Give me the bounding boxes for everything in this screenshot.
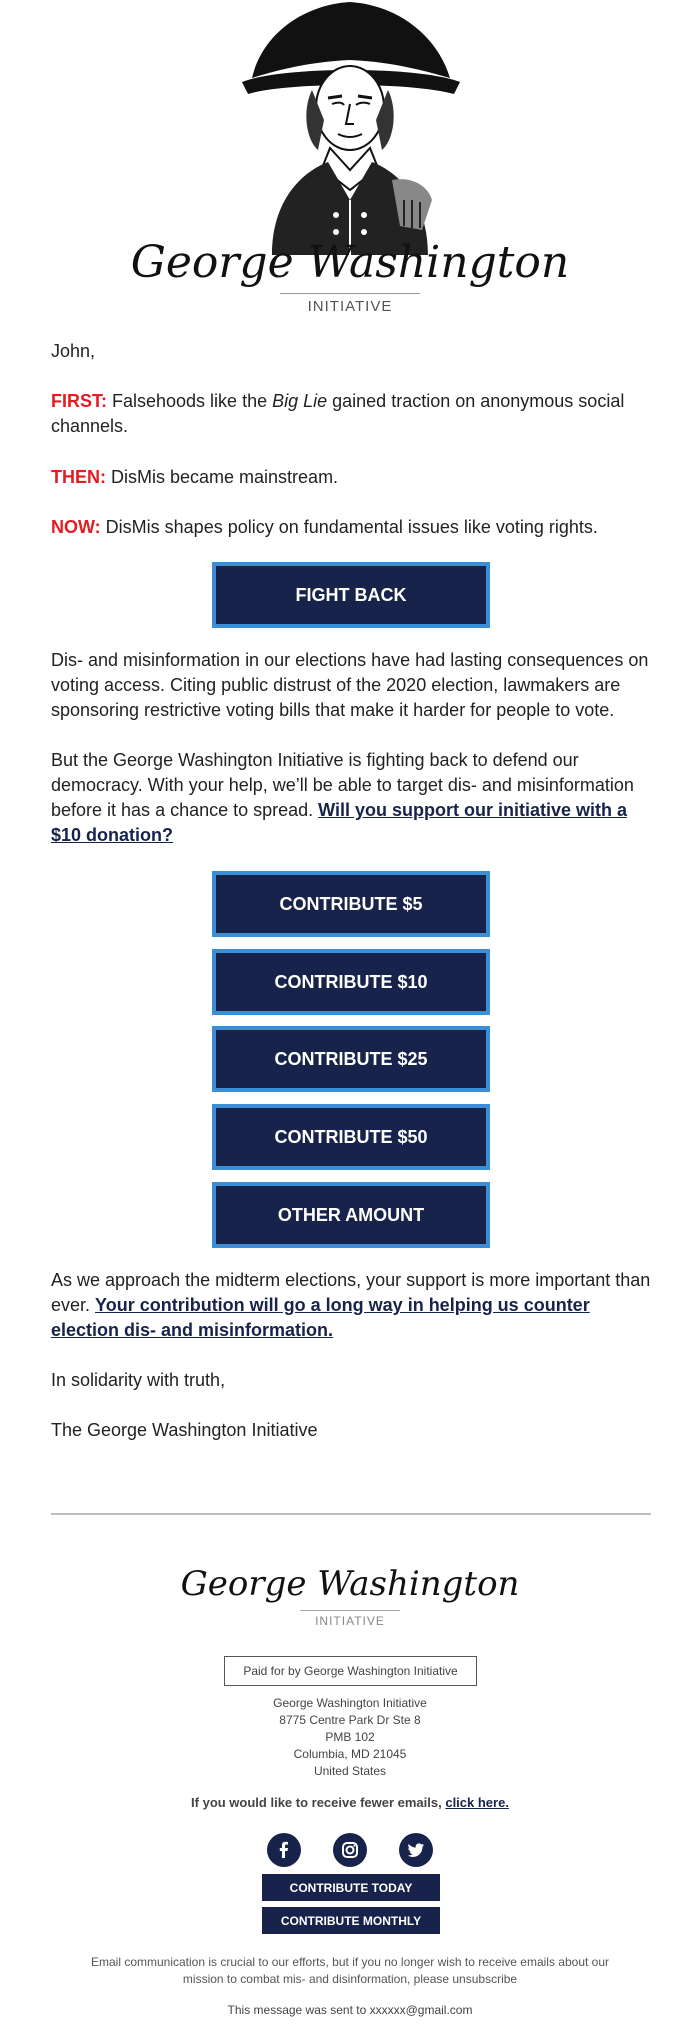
address-line: 8775 Centre Park Dr Ste 8	[279, 1713, 421, 1727]
address-block	[0, 1695, 700, 1780]
paid-for-disclaimer: Paid for by George Washington Initiative	[224, 1656, 477, 1686]
footer-logo-underline	[300, 1610, 400, 1611]
label-now: NOW:	[51, 517, 101, 537]
divider	[51, 1513, 651, 1515]
sent-to-line	[0, 2003, 700, 2017]
paragraph-then	[51, 465, 651, 490]
p1-text-post: gained traction on anonymous social channels.	[51, 391, 625, 436]
address-line: Columbia, MD 21045	[293, 1747, 407, 1761]
twitter-icon[interactable]	[399, 1833, 433, 1867]
logo-wordmark: George Washington	[130, 237, 570, 288]
closing: In solidarity with truth,	[51, 1370, 226, 1390]
contribute-monthly-button[interactable]: CONTRIBUTE MONTHLY	[262, 1907, 440, 1934]
footer-logo-subtitle: INITIATIVE	[315, 1614, 385, 1628]
contribute-10-button[interactable]: CONTRIBUTE $10	[212, 949, 490, 1015]
sent-to-label: This message was sent to	[227, 2003, 370, 2017]
contribution-link[interactable]: Your contribution will go a long way in helping us counter election dis- and misinformation.	[51, 1295, 590, 1340]
contribute-25-button[interactable]: CONTRIBUTE $25	[212, 1026, 490, 1092]
greeting: John,	[51, 341, 96, 361]
fewer-emails-text	[0, 1795, 700, 1810]
logo-underline	[280, 293, 420, 294]
paragraph-first	[51, 389, 651, 439]
paragraph-midterms	[51, 1268, 651, 1343]
paragraph-now	[51, 515, 651, 540]
header	[0, 0, 700, 325]
p6-text: As we approach the midterm elections, your support is more important than ever.	[51, 1270, 651, 1315]
address-line: PMB 102	[325, 1730, 375, 1744]
fight-back-button[interactable]: FIGHT BACK	[212, 562, 490, 628]
paragraph-fighting-back	[51, 748, 651, 848]
footer-logo-wordmark: George Washington	[180, 1564, 520, 1604]
other-amount-button[interactable]: OTHER AMOUNT	[212, 1182, 490, 1248]
unsubscribe-note: Email communication is crucial to our efforts, but if you no longer wish to receive emails about our mission to combat mis- and disinformation, please unsubscribe	[90, 1955, 610, 1986]
big-lie-text: Big Lie	[272, 391, 328, 411]
p5-text: But the George Washington Initiative is fighting back to defend our democracy. With your help, we’ll be able to target dis- and misinformation before it has a chance to spread.	[51, 750, 634, 820]
signature: The George Washington Initiative	[51, 1420, 318, 1440]
address-line: George Washington Initiative	[273, 1696, 427, 1710]
recipient-email: xxxxxx@gmail.com	[369, 2003, 473, 2017]
george-washington-portrait	[232, 0, 468, 255]
label-first: FIRST:	[51, 391, 107, 411]
fewer-emails-link[interactable]: click here.	[445, 1795, 509, 1810]
fewer-emails-label: If you would like to receive fewer emails,	[191, 1795, 446, 1810]
support-donation-link[interactable]: Will you support our initiative with a $10 donation?	[51, 800, 628, 845]
instagram-icon[interactable]	[333, 1833, 367, 1867]
logo-subtitle: INITIATIVE	[307, 298, 393, 315]
facebook-icon[interactable]	[267, 1833, 301, 1867]
contribute-5-button[interactable]: CONTRIBUTE $5	[212, 871, 490, 937]
address-line: United States	[313, 1764, 387, 1778]
paragraph-consequences: Dis- and misinformation in our elections have had lasting consequences on voting access. Citing public distrust of the 2020 election, lawmakers are sponsoring restrictive voting bills that make it harder for people to vote.	[51, 650, 649, 720]
p2-text: DisMis became mainstream.	[106, 467, 339, 487]
contribute-50-button[interactable]: CONTRIBUTE $50	[212, 1104, 490, 1170]
contribute-today-button[interactable]: CONTRIBUTE TODAY	[262, 1874, 440, 1901]
label-then: THEN:	[51, 467, 106, 487]
p1-text-pre: Falsehoods like the	[107, 391, 273, 411]
p3-text: DisMis shapes policy on fundamental issues like voting rights.	[100, 517, 598, 537]
